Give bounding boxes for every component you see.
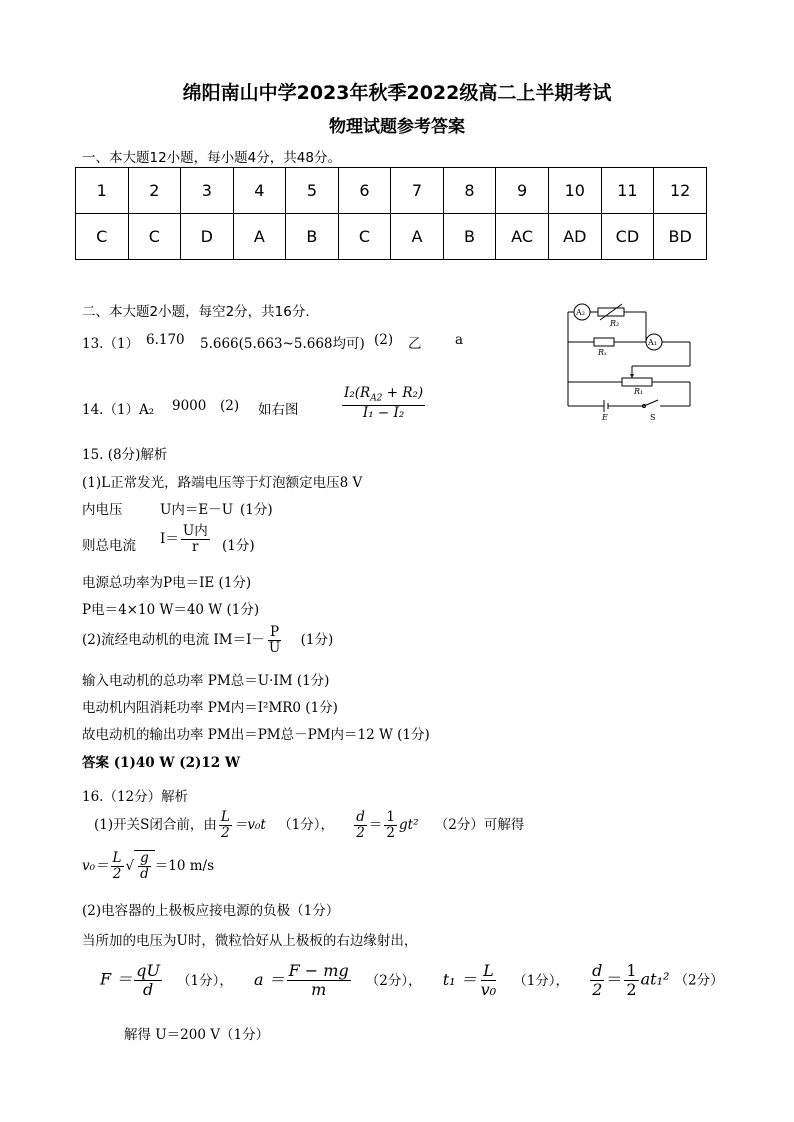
label-rx: Rₓ <box>598 348 607 357</box>
section1-heading: 一、本大题12小题，每小题4分，共48分。 <box>82 150 341 166</box>
rheostat-r1-icon <box>622 378 652 386</box>
label-a2: A₂ <box>576 308 585 317</box>
q16-f2-eq: ＝ <box>368 816 383 833</box>
q16-line-2-num: L <box>112 850 122 866</box>
q15-line-5: P电＝4×10 W＝40 W (1分) <box>82 602 260 618</box>
table-cell: 1 <box>76 168 129 214</box>
q14-formula-num-tail: + R₂) <box>382 385 424 401</box>
q16-f1-den: 2 <box>221 824 230 841</box>
q16-t1-den: v₀ <box>480 979 497 999</box>
q16-f2b-num: 1 <box>386 809 395 825</box>
table-cell: 9 <box>496 168 549 214</box>
table-cell: AD <box>548 214 601 260</box>
resistor-rx-icon <box>594 338 614 346</box>
q15-line-3-num: U内 <box>182 523 208 539</box>
table-cell: 10 <box>548 168 601 214</box>
q16-f-num: qU <box>136 961 160 980</box>
q16-line-5: 解得 U＝200 V（1分） <box>124 1027 270 1043</box>
q15-line-9: 故电动机的输出功率 PM出＝PM总－PM内＝12 W (1分) <box>82 727 430 743</box>
q14-part2-label: (2) <box>220 398 240 414</box>
q14-answer-2: 如右图 <box>258 402 299 418</box>
q16-t1-score: （1分）， <box>513 972 570 989</box>
table-cell: CD <box>601 214 654 260</box>
q16-f2-den: 2 <box>356 824 365 841</box>
q15-heading: 15. (8分)解析 <box>82 447 168 463</box>
table-cell: 7 <box>391 168 444 214</box>
q13-part2-label: (2) <box>374 332 394 348</box>
q15-line-6-num: P <box>270 624 280 640</box>
q15-line-6-text: (2)流经电动机的电流 IM＝I－ <box>82 631 265 648</box>
q16-d-score: （2分） <box>674 972 724 989</box>
q13-answer-1: 6.170 <box>146 332 185 348</box>
section2-heading: 二、本大题2小题，每空2分，共16分. <box>82 304 310 320</box>
q15-line-3-label: 则总电流 <box>82 538 136 554</box>
q16-formula-row <box>100 962 724 998</box>
q13-answer-4: a <box>455 332 464 348</box>
q16-f1-num: L <box>220 809 230 825</box>
q16-f-lhs: F ＝ <box>100 969 133 989</box>
answer-table-numbers-row <box>76 168 707 214</box>
q16-d-half-den: 2 <box>626 979 637 999</box>
q16-line-3: (2)电容器的上极板应接电源的负极（1分） <box>82 903 340 919</box>
table-cell: D <box>181 214 234 260</box>
table-cell: BD <box>654 214 707 260</box>
table-cell: C <box>76 214 129 260</box>
q16-line-1-score-1: （1分）， <box>278 816 334 833</box>
q14-formula-num: I₂(R <box>344 385 371 401</box>
label-a1: A₁ <box>648 338 657 347</box>
q16-a-den: m <box>311 979 327 999</box>
table-cell: 2 <box>128 168 181 214</box>
q14-formula <box>340 386 427 420</box>
q15-line-2-formula: U内＝E－U <box>160 502 234 518</box>
q16-a-score: （2分）， <box>365 972 422 989</box>
table-cell: B <box>443 214 496 260</box>
page-subtitle: 物理试题参考答案 <box>329 117 465 137</box>
q16-f2-num: d <box>356 809 365 825</box>
table-cell: B <box>286 214 339 260</box>
table-cell: 4 <box>233 168 286 214</box>
q15-answer: 答案 (1)40 W (2)12 W <box>82 755 241 771</box>
answer-table <box>75 167 707 260</box>
q16-d-num: d <box>592 961 603 980</box>
q16-a-lhs: a ＝ <box>253 969 285 989</box>
label-r1: R₁ <box>634 387 644 396</box>
q15-line-3-formula <box>160 524 212 555</box>
q14-formula-num-sub: A2 <box>370 393 383 404</box>
table-cell: A <box>391 214 444 260</box>
label-e: E <box>602 413 608 422</box>
table-cell: 3 <box>181 168 234 214</box>
q15-line-8: 电动机内阻消耗功率 PM内＝I²MR0 (1分) <box>82 700 338 716</box>
q16-f1-tail: ＝v₀t <box>233 816 266 833</box>
q15-line-3-score: (1分) <box>222 538 255 554</box>
table-cell: 6 <box>338 168 391 214</box>
q13-answer-2: 5.666(5.663~5.668均可) <box>200 336 365 352</box>
q14-label: 14.（1）A₂ <box>82 402 155 418</box>
q16-line-2-tail: ＝10 m/s <box>154 857 215 874</box>
q16-line-1 <box>94 810 524 841</box>
q16-d-eq: ＝ <box>606 969 623 989</box>
page-title: 绵阳南山中学2023年秋季2022级高二上半期考试 <box>182 82 612 104</box>
label-s: S <box>650 413 656 422</box>
circuit-diagram <box>560 298 700 426</box>
q15-line-2-label: 内电压 <box>82 502 123 518</box>
q16-t1-lhs: t₁ ＝ <box>442 969 477 989</box>
q15-line-3-den: r <box>192 538 199 555</box>
label-r2: R₂ <box>610 319 620 328</box>
q14-answer-1: 9000 <box>172 398 207 414</box>
q16-line-2-root-num: g <box>140 850 149 866</box>
q15-line-2-score: (1分) <box>240 502 273 518</box>
table-cell: A <box>233 214 286 260</box>
q16-d-den: 2 <box>592 979 603 999</box>
q16-t1-num: L <box>483 961 494 980</box>
rheostat-arrow-icon <box>600 304 622 320</box>
q16-heading: 16.（12分）解析 <box>82 789 189 805</box>
table-cell: AC <box>496 214 549 260</box>
q15-line-7: 输入电动机的总功率 PM总＝U·IM (1分) <box>82 673 330 689</box>
q16-line-2-root-den: d <box>140 865 149 882</box>
q15-line-6 <box>82 625 333 656</box>
q16-f2b-den: 2 <box>386 824 395 841</box>
q13-answer-3: 乙 <box>408 336 422 352</box>
q15-line-6-score: (1分) <box>300 631 334 648</box>
switch-icon <box>644 400 658 406</box>
q16-f2-tail: gt² <box>399 816 419 833</box>
q13-label: 13.（1） <box>82 336 140 352</box>
q16-line-2-den: 2 <box>112 865 122 882</box>
q15-line-6-den: U <box>268 639 281 656</box>
q16-line-2 <box>82 850 214 882</box>
q16-line-1-pre: (1)开关S闭合前，由 <box>94 816 217 833</box>
q16-line-2-lhs: v₀＝ <box>82 857 109 874</box>
q15-line-3-lhs: I＝ <box>160 530 179 547</box>
sqrt-icon: √ <box>125 857 135 874</box>
q16-d-half-num: 1 <box>626 961 637 980</box>
table-cell: 5 <box>286 168 339 214</box>
q16-a-num: F − mg <box>288 961 349 980</box>
answer-table-answers-row <box>76 214 707 260</box>
table-cell: C <box>338 214 391 260</box>
table-cell: C <box>128 214 181 260</box>
q16-line-1-score-2: （2分）可解得 <box>434 816 525 833</box>
table-cell: 8 <box>443 168 496 214</box>
q16-line-4: 当所加的电压为U时，微粒恰好从上极板的右边缘射出， <box>82 933 418 949</box>
q15-line-4: 电源总功率为P电＝IE (1分) <box>82 575 252 591</box>
q16-d-tail: at₁² <box>640 969 670 989</box>
table-cell: 11 <box>601 168 654 214</box>
q15-line-1: (1)L正常发光，路端电压等于灯泡额定电压8 V <box>82 475 363 491</box>
q16-f-score: （1分）， <box>177 972 233 989</box>
q16-f-den: d <box>142 979 154 999</box>
table-cell: 12 <box>654 168 707 214</box>
q14-formula-den: I₁ − I₂ <box>362 404 405 421</box>
